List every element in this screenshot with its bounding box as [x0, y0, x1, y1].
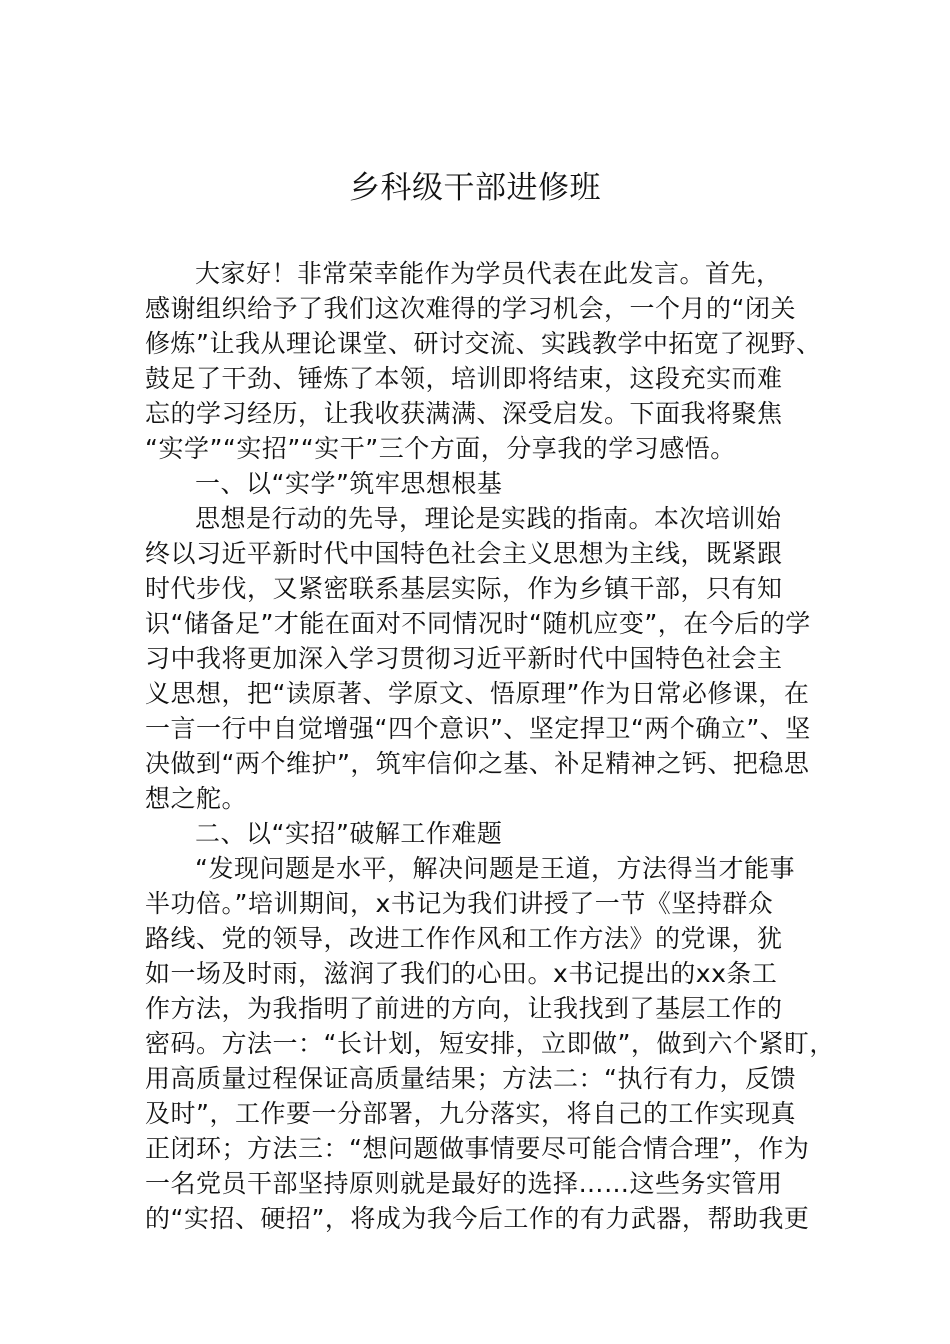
paragraph-line: 感谢组织给予了我们这次难得的学习机会，一个月的“闭关 [145, 294, 796, 323]
paragraph-line: 终以习近平新时代中国特色社会主义思想为主线，既紧跟 [145, 539, 783, 568]
paragraph-line: 的“实招、硬招”，将成为我今后工作的有力武器，帮助我更 [145, 1204, 810, 1233]
section-heading: 一、以“实学”筑牢思想根基 [195, 469, 503, 498]
paragraph-line: 半功倍。”培训期间，x书记为我们讲授了一节《坚持群众 [145, 889, 774, 918]
paragraph-line: 想之舵。 [145, 784, 248, 813]
paragraph-line: 义思想，把“读原著、学原文、悟原理”作为日常必修课，在 [145, 679, 810, 708]
paragraph-line: 鼓足了干劲、锤炼了本领，培训即将结束，这段充实而难 [145, 364, 783, 393]
paragraph-line: 密码。方法一：“长计划，短安排，立即做”，做到六个紧盯， [145, 1029, 835, 1058]
paragraph-line: 决做到“两个维护”，筑牢信仰之基、补足精神之钙、把稳思 [145, 749, 810, 778]
document-title: 乡科级干部进修班 [349, 170, 601, 206]
paragraph-line: 作方法，为我指明了前进的方向，让我找到了基层工作的 [145, 994, 783, 1023]
paragraph-line: 正闭环；方法三：“想问题做事情要尽可能合情合理”，作为 [145, 1134, 810, 1163]
paragraph-line: 时代步伐，又紧密联系基层实际，作为乡镇干部，只有知 [145, 574, 783, 603]
paragraph-line: 如一场及时雨，滋润了我们的心田。x书记提出的xx条工 [145, 959, 778, 988]
paragraph-line: 用高质量过程保证高质量结果；方法二：“执行有力，反馈 [145, 1064, 796, 1093]
paragraph-line: “发现问题是水平，解决问题是王道，方法得当才能事 [195, 854, 795, 883]
paragraph-line: 忘的学习经历，让我收获满满、深受启发。下面我将聚焦 [145, 399, 783, 428]
paragraph-line: 及时”，工作要一分部署，九分落实，将自己的工作实现真 [145, 1099, 796, 1128]
document-body [145, 256, 835, 1236]
paragraph-line: 习中我将更加深入学习贯彻习近平新时代中国特色社会主 [145, 644, 783, 673]
paragraph-line: “实学”“实招”“实干”三个方面，分享我的学习感悟。 [145, 434, 736, 463]
paragraph-line: 识“储备足”才能在面对不同情况时“随机应变”，在今后的学 [145, 609, 811, 638]
paragraph-line: 路线、党的领导，改进工作作风和工作方法》的党课，犹 [145, 924, 783, 953]
paragraph-line: 修炼”让我从理论课堂、研讨交流、实践教学中拓宽了视野、 [145, 329, 822, 358]
section-heading: 二、以“实招”破解工作难题 [195, 819, 503, 848]
paragraph-line: 一言一行中自觉增强“四个意识”、坚定捍卫“两个确立”、坚 [145, 714, 811, 743]
paragraph-line: 大家好！非常荣幸能作为学员代表在此发言。首先， [195, 259, 782, 288]
paragraph-line: 思想是行动的先导，理论是实践的指南。本次培训始 [195, 504, 782, 533]
paragraph-line: 一名党员干部坚持原则就是最好的选择……这些务实管用 [145, 1169, 783, 1198]
